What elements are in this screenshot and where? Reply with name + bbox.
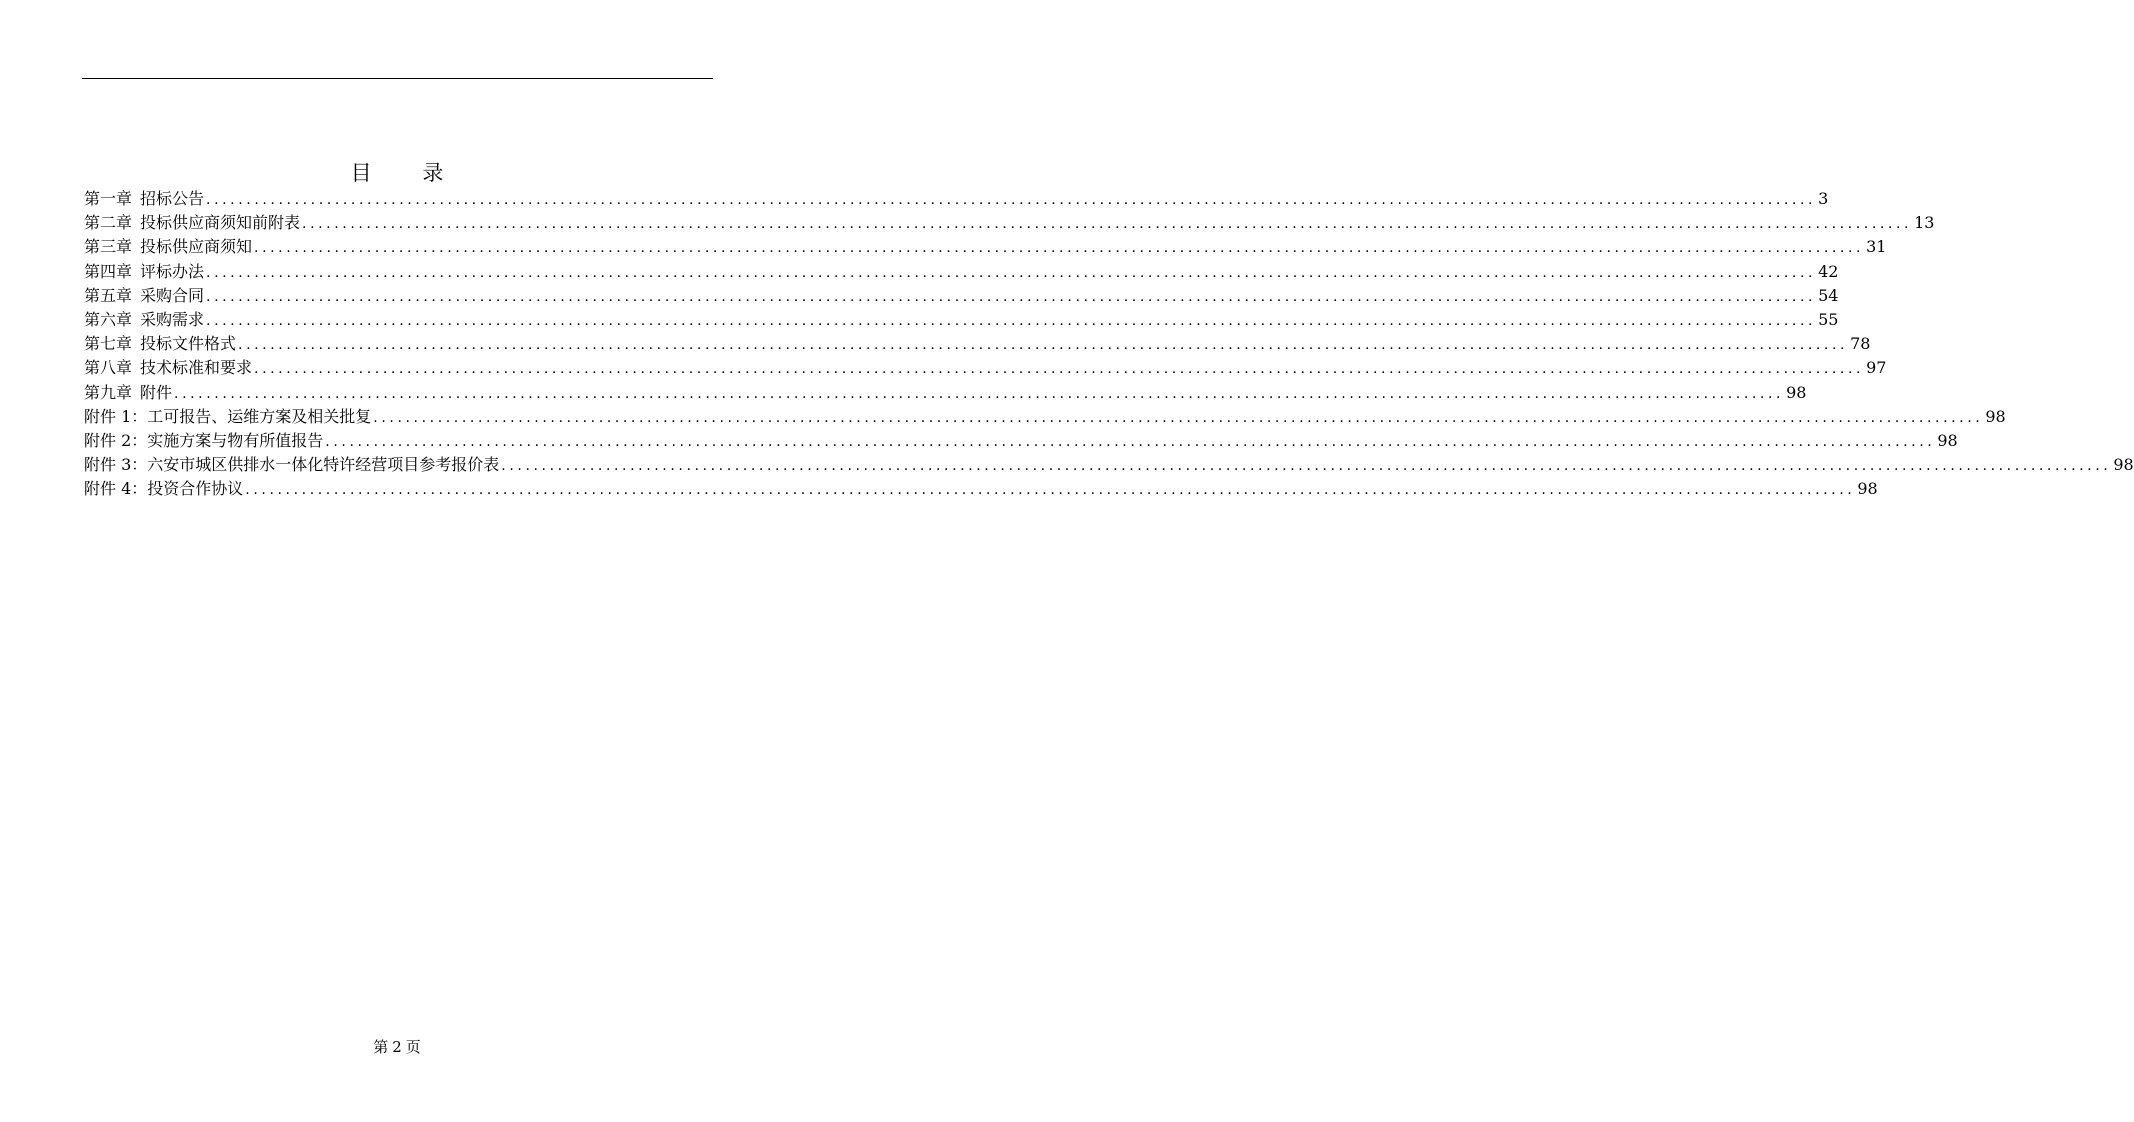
- toc-leader-dots: ........................................................................................................................................................................................................: [206, 264, 1817, 281]
- page-footer: [0, 1037, 794, 1057]
- toc-entry-title: 招标公告: [140, 189, 205, 208]
- toc-entry-page: 54: [1818, 285, 1839, 305]
- toc-entry-title: 投标文件格式: [140, 334, 237, 354]
- toc-entry[interactable]: [84, 260, 1839, 284]
- toc-title: 目 录: [350, 161, 466, 185]
- toc-entry-label: 第八章: [84, 358, 133, 378]
- table-of-contents: [84, 187, 2134, 501]
- footer-page-number: 2: [392, 1038, 402, 1056]
- toc-entry[interactable]: [84, 332, 1871, 356]
- toc-entry-label: 第一章: [84, 189, 133, 208]
- toc-leader-dots: ........................................................................................................................................................................................................: [238, 337, 1849, 354]
- toc-entry-page: 55: [1818, 309, 1839, 329]
- toc-entry-label: 第四章: [84, 261, 133, 281]
- toc-leader-dots: ........................................................................................................................................................................................................: [373, 409, 1984, 426]
- toc-entry-title: 六安市城区供排水一体化特许经营项目参考报价表: [147, 455, 500, 475]
- toc-leader-dots: ........................................................................................................................................................................................................: [206, 192, 1817, 208]
- toc-entry-title: 投标供应商须知前附表: [140, 213, 301, 233]
- toc-entry-title: 实施方案与物有所值报告: [147, 430, 324, 450]
- toc-leader-dots: ........................................................................................................................................................................................................: [325, 433, 1936, 450]
- toc-entry-label: 附件 3：: [84, 455, 148, 475]
- toc-entry-page: 31: [1866, 237, 1887, 257]
- toc-entry[interactable]: [84, 429, 1958, 453]
- toc-entry-page: 98: [1786, 382, 1807, 402]
- toc-leader-dots: ........................................................................................................................................................................................................: [501, 458, 2112, 475]
- toc-entry-page: 98: [1937, 430, 1958, 450]
- toc-entry-label: 第九章: [84, 382, 133, 402]
- toc-leader-dots: ........................................................................................................................................................................................................: [254, 240, 1865, 257]
- toc-leader-dots: ........................................................................................................................................................................................................: [206, 312, 1817, 329]
- toc-entry-page: 97: [1866, 358, 1887, 378]
- toc-entry-title: 投资合作协议: [147, 479, 244, 499]
- toc-entry-title: 工可报告、运维方案及相关批复: [147, 406, 372, 426]
- toc-leader-dots: ........................................................................................................................................................................................................: [174, 385, 1785, 402]
- toc-entry[interactable]: [84, 284, 1839, 308]
- toc-entry-title: 采购需求: [140, 309, 205, 329]
- toc-entry[interactable]: [84, 235, 1887, 259]
- toc-entry-page: 98: [1985, 406, 2006, 426]
- toc-leader-dots: ........................................................................................................................................................................................................: [245, 482, 1856, 499]
- toc-entry[interactable]: [84, 405, 2006, 429]
- toc-entry[interactable]: [84, 187, 1829, 211]
- header-rule: [82, 78, 713, 79]
- toc-entry-page: 98: [1857, 479, 1878, 499]
- toc-entry-page: 42: [1818, 261, 1839, 281]
- toc-entry[interactable]: [84, 308, 1839, 332]
- toc-entry[interactable]: [84, 381, 1807, 405]
- toc-entry[interactable]: [84, 356, 1887, 380]
- toc-entry-label: 第五章: [84, 285, 133, 305]
- toc-entry-label: 第二章: [84, 213, 133, 233]
- toc-entry-page: 98: [2113, 455, 2134, 475]
- toc-entry-title: 采购合同: [140, 285, 205, 305]
- toc-entry-label: 附件 1：: [84, 406, 148, 426]
- toc-entry-title: 技术标准和要求: [140, 358, 253, 378]
- toc-leader-dots: ........................................................................................................................................................................................................: [206, 288, 1817, 305]
- toc-entry-label: 第三章: [84, 237, 133, 257]
- toc-entry-title: 投标供应商须知: [140, 237, 253, 257]
- toc-entry[interactable]: [84, 211, 1935, 235]
- toc-entry[interactable]: [84, 477, 1878, 501]
- toc-entry-page: 3: [1818, 189, 1829, 208]
- toc-entry-label: 第六章: [84, 309, 133, 329]
- footer-suffix: 页: [405, 1038, 421, 1056]
- footer-prefix: 第: [373, 1038, 389, 1056]
- toc-entry-label: 附件 2：: [84, 430, 148, 450]
- toc-entry-page: 13: [1914, 213, 1935, 233]
- toc-entry[interactable]: [84, 453, 2134, 477]
- toc-entry-page: 78: [1850, 334, 1871, 354]
- toc-leader-dots: ........................................................................................................................................................................................................: [302, 216, 1913, 233]
- toc-entry-label: 附件 4：: [84, 479, 148, 499]
- toc-leader-dots: ........................................................................................................................................................................................................: [254, 361, 1865, 378]
- toc-entry-title: 附件: [140, 382, 173, 402]
- toc-entry-label: 第七章: [84, 334, 133, 354]
- toc-entry-title: 评标办法: [140, 261, 205, 281]
